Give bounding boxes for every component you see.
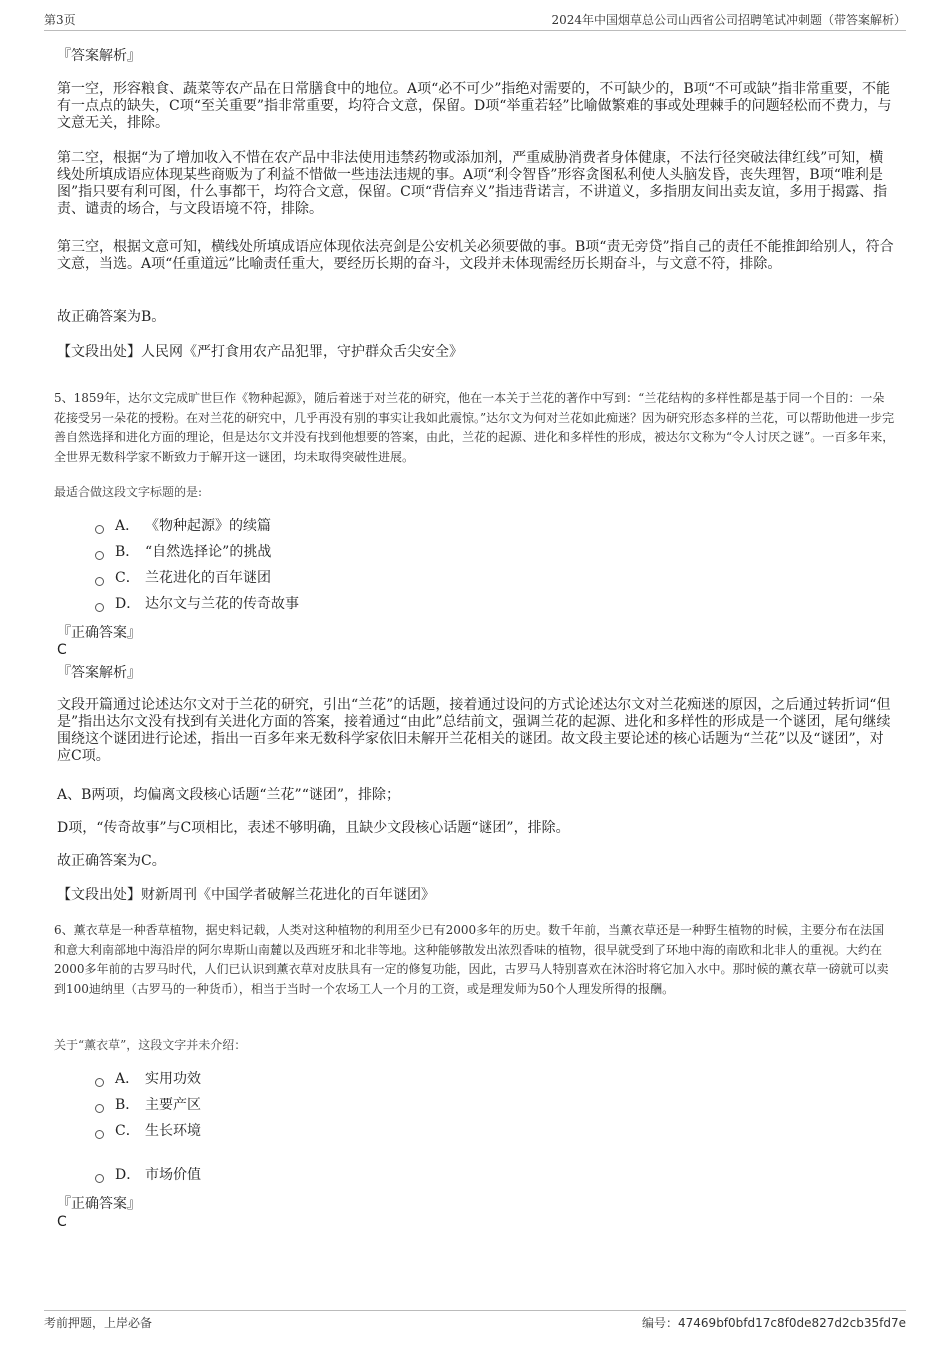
question-5-analysis-2: A、B两项，均偏离文段核心话题“兰花”“谜团”，排除；	[57, 787, 401, 803]
option-letter: D．	[115, 1167, 141, 1183]
analysis-paragraph-1: 第一空，形容粮食、蔬菜等农产品在日常膳食中的地位。A项“必不可少”指绝对需要的，不可缺少的，B项“不可或缺”指非常重要，不能有一点点的缺失，C项“至关重要”指非常重要，均符合文意，保留。D项“举重若轻”比喻做繁难的事或处理棘手的问题轻松而不费力，与文意无关，排除。	[57, 81, 892, 131]
radio-icon[interactable]	[95, 1130, 104, 1139]
correct-answer-label: 『正确答案』	[57, 625, 141, 641]
option-letter: C．	[115, 1123, 140, 1139]
radio-icon[interactable]	[95, 525, 104, 534]
option-letter: B．	[115, 1097, 140, 1113]
analysis-conclusion: 故正确答案为B。	[57, 309, 166, 325]
radio-icon[interactable]	[95, 603, 104, 612]
option-letter: A．	[115, 1071, 140, 1087]
analysis-label: 『答案解析』	[57, 665, 141, 681]
option-text: 兰花进化的百年谜团	[145, 570, 271, 586]
option-text: “自然选择论”的挑战	[145, 544, 272, 560]
question-6-option-c[interactable]	[95, 1121, 201, 1141]
question-5-text: 5、1859年，达尔文完成旷世巨作《物种起源》，随后着迷于对兰花的研究，他在一本关于兰花的著作中写到：“兰花结构的多样性都是基于同一个目的：一朵花接受另一朵花的授粉。在对兰花的研究中，几乎再没有别的事实让我如此震惊。”达尔文为何对兰花如此痴迷？因为研究形态多样的兰花，可以帮助他进一步完善自然选择和进化方面的理论，但是达尔文并没有找到他想要的答案，由此，兰花的起源、进化和多样性的形成，被达尔文称为“令人讨厌之谜”。一百多年来，全世界无数科学家不断致力于解开这一谜团，均未取得突破性进展。	[54, 391, 895, 464]
option-text: 实用功效	[145, 1071, 201, 1087]
option-text: 市场价值	[145, 1167, 201, 1183]
question-5-conclusion: 故正确答案为C。	[57, 853, 166, 869]
option-text: 生长环境	[145, 1123, 201, 1139]
question-5-analysis-1: 文段开篇通过论述达尔文对于兰花的研究，引出“兰花”的话题，接着通过设问的方式论述达尔文对兰花痴迷的原因，之后通过转折词“但是”指出达尔文没有找到有关进化方面的答案，接着通过“由此”总结前文，强调兰花的起源、进化和多样性的形成是一个谜团，尾句继续围绕这个谜团进行论述，指出一百多年来无数科学家依旧未解开兰花相关的谜团。故文段主要论述的核心话题为“兰花”以及“谜团”，对应C项。	[57, 697, 891, 764]
document-title: 2024年中国烟草总公司山西省公司招聘笔试冲刺题（带答案解析）	[551, 13, 906, 27]
document-code-value: 47469bf0bfd17c8f0de827d2cb35fd7e	[678, 1316, 906, 1330]
option-letter: C．	[115, 570, 140, 586]
question-5-option-a[interactable]	[95, 516, 271, 536]
option-text: 达尔文与兰花的传奇故事	[145, 596, 299, 612]
question-5-option-c[interactable]	[95, 568, 271, 588]
source-citation: 【文段出处】人民网《严打食用农产品犯罪，守护群众舌尖安全》	[57, 344, 463, 360]
analysis-label: 『答案解析』	[57, 48, 141, 64]
radio-icon[interactable]	[95, 1104, 104, 1113]
radio-icon[interactable]	[95, 577, 104, 586]
correct-answer-value: C	[57, 1214, 67, 1230]
radio-icon[interactable]	[95, 1174, 104, 1183]
document-code	[642, 1314, 906, 1332]
radio-icon[interactable]	[95, 1078, 104, 1087]
question-6-option-a[interactable]	[95, 1069, 201, 1089]
option-letter: A．	[115, 518, 140, 534]
page-footer	[44, 1310, 906, 1332]
page-header	[44, 12, 906, 31]
option-letter: B．	[115, 544, 140, 560]
correct-answer-label: 『正确答案』	[57, 1196, 141, 1212]
document-code-label: 编号：	[642, 1316, 679, 1330]
footer-slogan: 考前押题，上岸必备	[44, 1316, 153, 1330]
question-5-option-b[interactable]	[95, 542, 271, 562]
radio-icon[interactable]	[95, 551, 104, 560]
question-5-prompt: 最适合做这段文字标题的是:	[54, 485, 203, 499]
analysis-paragraph-3: 第三空，根据文意可知，横线处所填成语应体现依法亮剑是公安机关必须要做的事。B项“责无旁贷”指自己的责任不能推卸给别人，符合文意，当选。A项“任重道远”比喻责任重大，要经历长期的奋斗，文段并未体现需经历长期奋斗，与文意不符，排除。	[57, 239, 894, 272]
question-6-text: 6、薰衣草是一种香草植物，据史料记载，人类对这种植物的利用至少已有2000多年的历史。数千年前，当薰衣草还是一种野生植物的时候，主要分布在法国和意大利南部地中海沿岸的阿尔卑斯山南麓以及西班牙和北非等地。这种能够散发出浓烈香味的植物，很早就受到了环地中海的南欧和北非人的重视。大约在2000多年前的古罗马时代，人们已认识到薰衣草对皮肤具有一定的修复功能，因此，古罗马人特别喜欢在沐浴时将它加入水中。那时候的薰衣草一磅就可以卖到100迪纳里（古罗马的一种货币），相当于当时一个农场工人一个月的工资，或是理发师为50个人理发所得的报酬。	[54, 923, 889, 996]
analysis-paragraph-2: 第二空，根据“为了增加收入不惜在农产品中非法使用违禁药物或添加剂，严重威胁消费者身体健康，不法行径突破法律红线”可知，横线处所填成语应体现某些商贩为了利益不惜做一些违法违规的事。A项“利令智昏”形容贪图私利使人头脑发昏，丧失理智，B项“唯利是图”指只要有利可图，什么事都干，均符合文意，保留。C项“背信弃义”指违背诺言，不讲道义，多指朋友间出卖友谊，多用于揭露、指责、谴责的场合，与文段语境不符，排除。	[57, 150, 888, 217]
question-5-analysis-3: D项，“传奇故事”与C项相比，表述不够明确，且缺少文段核心话题“谜团”，排除。	[57, 820, 570, 836]
question-6-prompt: 关于“薰衣草”，这段文字并未介绍：	[54, 1038, 247, 1052]
option-text: 主要产区	[145, 1097, 201, 1113]
option-letter: D．	[115, 596, 141, 612]
option-text: 《物种起源》的续篇	[145, 518, 271, 534]
question-6-option-b[interactable]	[95, 1095, 201, 1115]
page-number: 第3页	[44, 13, 76, 27]
question-6-option-d[interactable]	[95, 1165, 201, 1185]
correct-answer-value: C	[57, 642, 67, 658]
question-5-source: 【文段出处】财新周刊《中国学者破解兰花进化的百年谜团》	[57, 887, 435, 903]
question-5-option-d[interactable]	[95, 594, 299, 614]
